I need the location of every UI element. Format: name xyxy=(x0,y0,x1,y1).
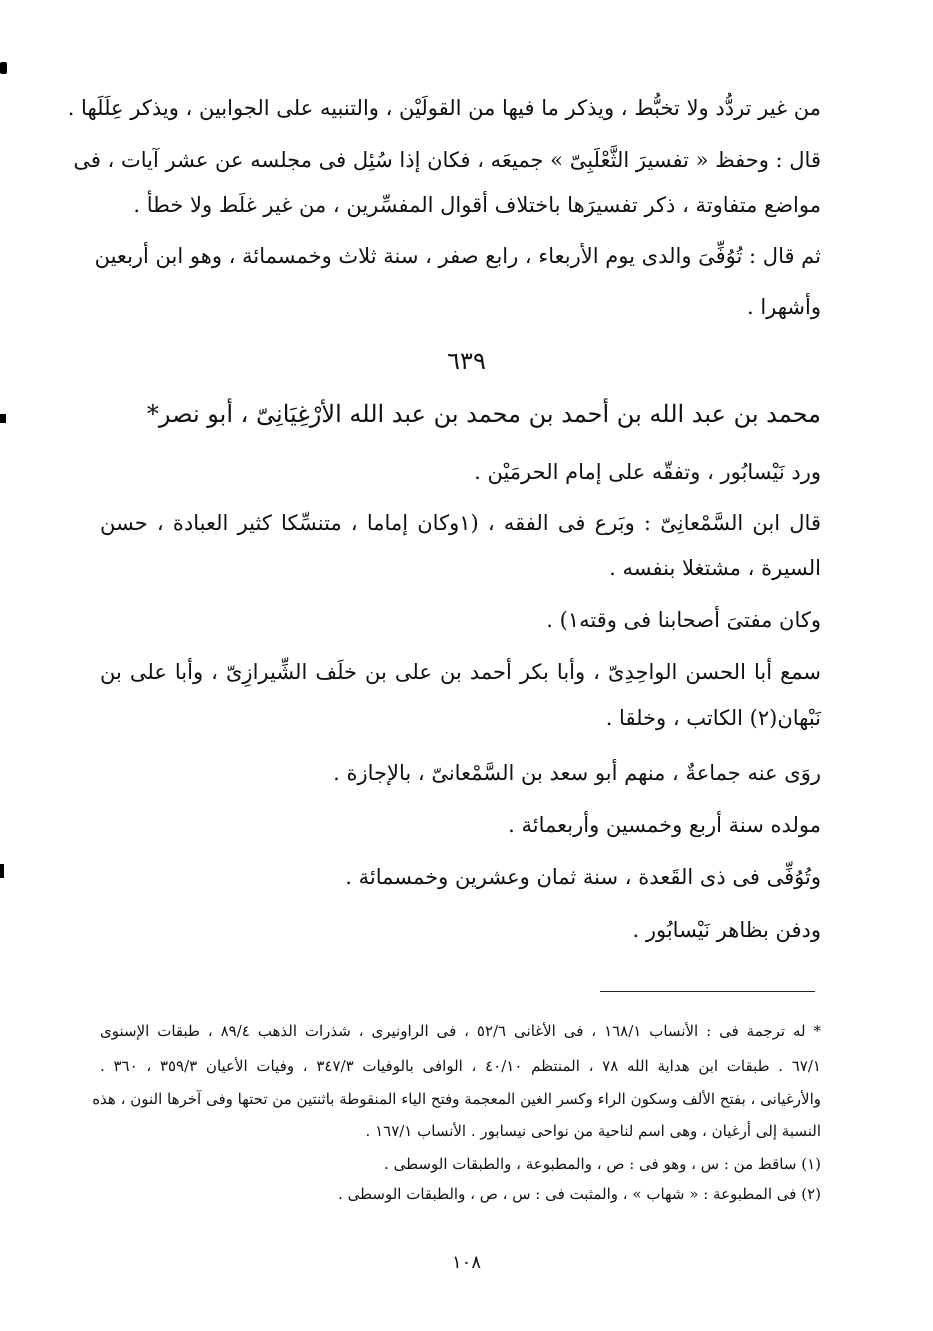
footnote-line: والأرغيانى ، بفتح الألف وسكون الراء وكسر الغين المعجمة وفتح الياء المنقوطة باثنتين من تحتها وفى آخرها النون ، هذه xyxy=(92,1090,821,1108)
footnote-separator xyxy=(600,991,815,992)
entry-line: وتُوُفِّى فى ذى القَعدة ، سنة ثمان وعشرين وخمسمائة . xyxy=(345,865,821,889)
entry-line: ودفن بظاهر نَيْسابُور . xyxy=(632,918,821,942)
entry-line: ورد نَيْسابُور ، وتفقّه على إمام الحرمَيْن . xyxy=(474,460,821,484)
entry-line: سمع أبا الحسن الواحِدِىّ ، وأبا بكر أحمد بن على بن خلَف الشِّيرازِىّ ، وأبا على بن xyxy=(100,660,821,684)
entry-line: قال ابن السَّمْعانِىّ : وبَرع فى الفقه ، (١وكان إماما ، متنسِّكا كثير العبادة ، حسن xyxy=(100,511,821,535)
entry-number: ٦٣٩ xyxy=(447,347,486,375)
entry-line: مولده سنة أربع وخمسين وأربعمائة . xyxy=(508,813,821,837)
page-number: ١٠٨ xyxy=(451,1252,481,1273)
entry-title: محمد بن عبد الله بن أحمد بن محمد بن عبد الله الأرْغِيَانِىّ ، أبو نصر* xyxy=(146,400,821,428)
scan-mark-middle xyxy=(0,414,6,423)
body-line: ثم قال : تُوُفِّىَ والدى يوم الأربعاء ، رابع صفر ، سنة ثلاث وخمسمائة ، وهو ابن أربعين xyxy=(94,244,821,268)
entry-line: روَى عنه جماعةٌ ، منهم أبو سعد بن السَّمْعانىّ ، بالإجازة . xyxy=(333,761,821,785)
scan-mark-lower xyxy=(0,864,4,878)
body-line: وأشهرا . xyxy=(746,295,821,319)
footnote-line: ٦٧/١ . طبقات ابن هداية الله ٧٨ ، المنتظم ٤٠/١٠ ، الوافى بالوفيات ٣٤٧/٣ ، وفيات الأعيان ٣٥٩/٣ ، ٣٦٠ . xyxy=(100,1057,821,1075)
body-line: من غير تردُّد ولا تخبُّط ، ويذكر ما فيها من القولَيْن ، والتنبيه على الجوابين ، ويذكر عِلَلَها . xyxy=(67,96,821,120)
scan-mark-top xyxy=(0,62,7,74)
body-line: قال : وحفظ « تفسيرَ الثَّعْلَبِىّ » جميعَه ، فكان إذا سُئِل فى مجلسه عن عشر آيات ، فى xyxy=(73,148,821,172)
entry-line: وكان مفتىَ أصحابنا فى وقته١) . xyxy=(546,608,821,632)
footnote-line: * له ترجمة فى : الأنساب ١٦٨/١ ، فى الأغانى ٥٢/٦ ، فى الراونيرى ، شذرات الذهب ٨٩/٤ ، طبقات الإسنوى xyxy=(100,1022,821,1040)
entry-line: نَبْهان(٢) الكاتب ، وخلقا . xyxy=(605,706,821,730)
entry-line: السيرة ، مشتغلا بنفسه . xyxy=(609,556,821,580)
footnote-line: (١) ساقط من : س ، وهو فى : ص ، والمطبوعة ، والطبقات الوسطى . xyxy=(384,1155,821,1173)
footnote-line: (٢) فى المطبوعة : « شهاب » ، والمثبت فى : س ، ص ، والطبقات الوسطى . xyxy=(338,1185,821,1203)
footnote-line: النسبة إلى أرغيان ، وهى اسم لناحية من نواحى نيسابور . الأنساب ١٦٧/١ . xyxy=(365,1122,821,1140)
body-line: مواضع متفاوتة ، ذكر تفسيرَها باختلاف أقوال المفسِّرين ، من غير غلَط ولا خطأ . xyxy=(133,193,821,217)
